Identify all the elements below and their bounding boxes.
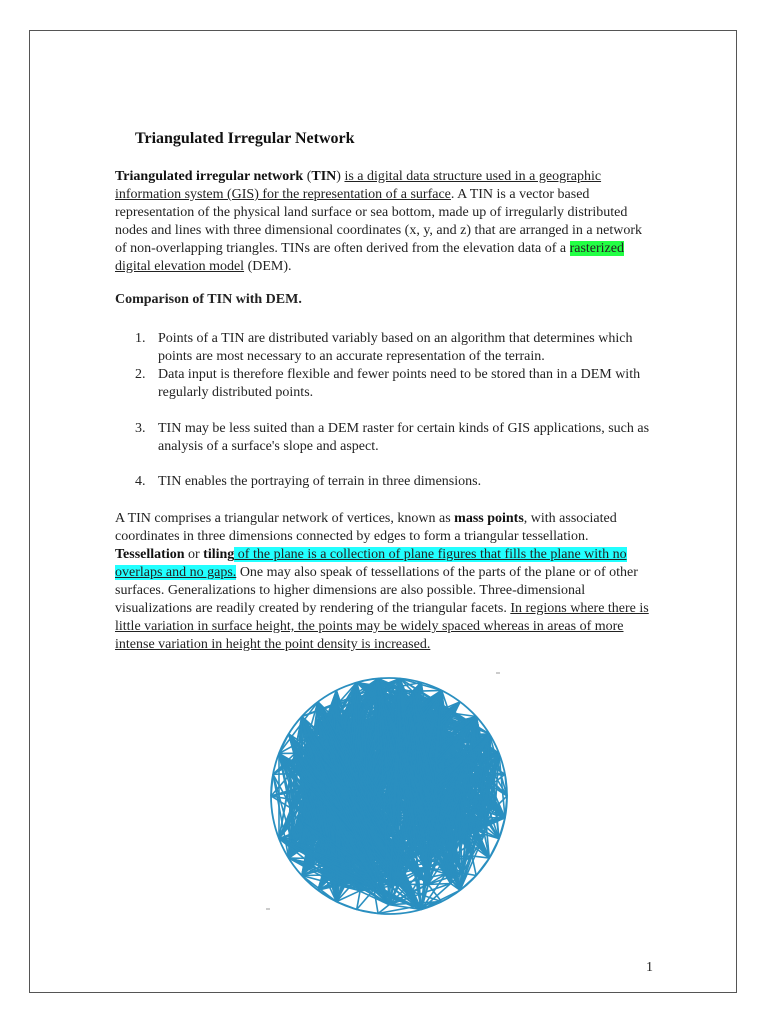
image-artifact [496,672,500,674]
page-number: 1 [646,960,653,975]
comparison-heading: Comparison of TIN with DEM. [115,292,302,307]
list-text: TIN enables the portraying of terrain in three dimensions. [158,474,482,489]
mesh-edge [459,803,460,891]
list-number: 1. [135,331,146,346]
link-digital-elevation-model[interactable]: digital elevation model [115,259,245,274]
intro-text-end: (DEM). [244,259,292,274]
intro-abbr-close: ) [336,169,345,184]
intro-link-definition[interactable]: is a digital data structure used in a geographic information system (GIS) for the representation of a surface [115,169,602,202]
intro-paragraph [115,168,655,276]
para-text: One may also speak of tessellations of the parts of the plane or of other surfaces. Generalizations to higher dimensions are also possible. Three-dimensional visualizations are readily created by rendering of the triangular facets. [115,565,638,616]
para-text: , with associated coordinates in three dimensions connected by edges to form a triangular tessellation. [115,511,617,544]
term-tiling: tiling [203,547,235,562]
list-text: Data input is therefore flexible and fewer points need to be stored than in a DEM with regularly distributed points. [158,367,641,400]
para-text: or [184,547,204,562]
tin-mesh-circle-icon [268,675,510,917]
intro-term: Triangulated irregular network [115,169,304,184]
mass-points-paragraph [115,510,655,654]
para-text: A TIN comprises a triangular network of vertices, known as [115,511,455,526]
term-tessellation: Tessellation [115,547,185,562]
list-number: 2. [135,367,146,382]
intro-text: . A TIN is a vector based representation of the physical land surface or sea bottom, made up of irregularly distributed nodes and lines with three dimensional coordinates (x, y, and z) that are arranged in a network of non-overlapping triangles. TINs are often derived from the elevation data of a [115,187,643,256]
list-text: Points of a TIN are distributed variably based on an algorithm that determines which points are most necessary to an accurate representation of the terrain. [158,331,633,364]
intro-abbr-open: ( [303,169,312,184]
list-number: 4. [135,474,146,489]
document-title: Triangulated Irregular Network [135,130,355,147]
link-point-density[interactable]: In regions where there is little variation in surface height, the points may be widely spaced whereas in areas of more intense variation in height the point density is increased. [115,601,649,652]
list-number: 3. [135,421,146,436]
term-mass-points: mass points [454,511,524,526]
list-text: TIN may be less suited than a DEM raster for certain kinds of GIS applications, such as analysis of a surface's slope and aspect. [158,421,650,454]
highlight-rasterized: rasterized [569,241,624,256]
intro-abbr: TIN [311,169,337,184]
highlight-tessellation-definition[interactable]: of the plane is a collection of plane figures that fills the plane with no overlaps and no gaps. [115,547,627,580]
